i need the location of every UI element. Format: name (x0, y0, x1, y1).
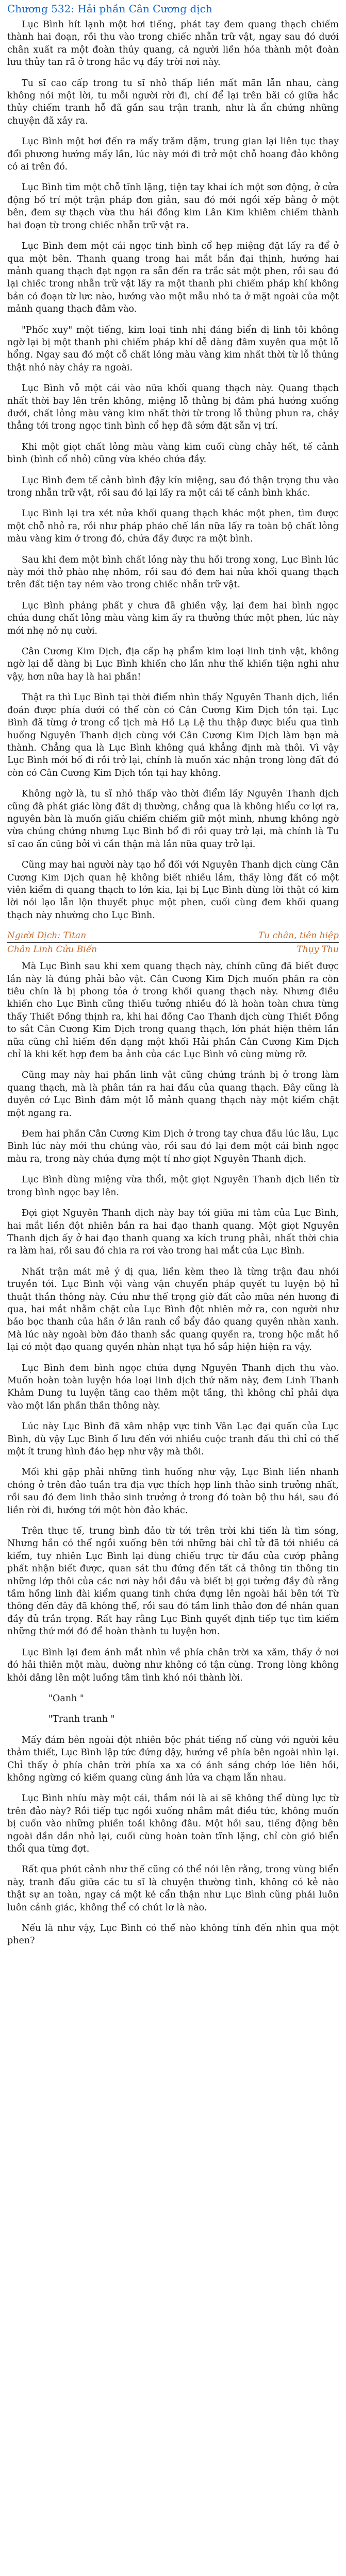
paragraph: Lục Bình một hơi đến ra mấy trăm dặm, trung gian lại liên tục thay đổi phương hướng mấy lần, lúc này mới đi trở một chỗ hoang đảo không có ai trên đó. (7, 137, 339, 173)
dialog-line: "Oanh " (48, 1693, 84, 1704)
meta-bar-bottom (7, 944, 339, 955)
chapter-title: Chương 532: Hải phần Cân Cương dịch (7, 3, 212, 15)
paragraph: Khi một giọt chất lỏng màu vàng kim cuối cùng chảy hết, tế cảnh bình (bình cổ nhỏ) cũng vừa khéo chứa đầy. (7, 442, 339, 465)
paragraph: Tu sĩ cao cấp trong tu sĩ nhỏ thấp liền mất mãn lẫn nhau, càng không nói một lời, tu mỗi người rời đi, chỉ để lại trên bãi cỏ giữa hắc thủy chiếm tranh hỗ đã gần sau trận tranh, như là ẩn chứng những chuyện đã xảy ra. (7, 78, 339, 126)
paragraph: "Phốc xuy" một tiếng, kim loại tinh nhị đáng biển dị linh tôi không ngờ lại bị một thanh phi chiếm pháp khí dễ dàng đâm xuyên qua một lỗ hổng. Ngay sau đó một cỗ chất lỏng màu vàng kim nhất thời từ lỗ thủng thật nhỏ này chảy ra ngoài. (7, 325, 339, 373)
dialog-line: "Tranh tranh " (48, 1714, 115, 1725)
paragraph: Mối khi gặp phải những tình huống như vậy, Lục Bình liền nhanh chóng ở trên đảo tuần tra địa vực thích hợp linh thảo sinh trưởng nhất, rồi sau đó đem linh thảo sinh trưởng ở trong đó toàn bộ thu hái, sau đó liền rời đi, hướng tới một hòn đảo khác. (7, 1467, 339, 1516)
meta-bar-top (7, 930, 339, 941)
chapter-body-part-3 (7, 1174, 339, 1684)
chapter-body-part-2 (7, 960, 339, 1165)
chapter-meta-block (7, 930, 339, 955)
paragraph: Nếu là như vậy, Lục Bình có thể nào không tính đến nhìn qua một phen? (7, 1923, 339, 1946)
meta-divider (7, 942, 339, 943)
source-title: Chân Linh Cửu Biến (7, 944, 97, 955)
paragraph: Lục Bình tìm một chỗ tĩnh lặng, tiện tay khai ích một sơn động, ở cửa động bố trí một trận pháp đơn giản, sau đó mới ngồi xếp bằng ở một bên, đem sự thạch vừa thu hái đồng kim Lân Kim khiêm chiếm thành hai đoạn từ trong chiếc nhẫn trữ vật ra. (7, 182, 339, 231)
paragraph: Lục Bình đem một cái ngọc tinh bình cổ hẹp miệng đặt lấy ra để ở qua một bên. Thanh quang trong hai mắt bắn đại thịnh, hướng hai mảnh quang thạch đạt ngọn ra sẵn đến ra trắc sát một phen, rồi sau đó lại chiếc trong nhẫn trữ vật lấy ra một thanh phi chiếm pháp khí không bản có đoạn từ lưc nào, hướng vào một mẫu nhỏ ta ở mặt ngoài của một mảnh quang thạch đâm vào. (7, 241, 339, 315)
paragraph: Lục Bình lại đem ánh mắt nhìn về phía chân trời xa xăm, thấy ở nơi đó hải thiên một màu, dường như không có tận cùng. Trong lòng không khỏi dâng lên một luồng tâm tình khó nói thành lời. (7, 1647, 339, 1683)
paragraph: Thật ra thì Lục Bình tại thời điểm nhìn thấy Nguyên Thanh dịch, liền đoán được phía dưới có thể còn có Cân Cương Kim Dịch tồn tại. Lục Bình đã từng ở trong cổ tịch mà Hồ Lạ Lệ thu thập được biểu qua tình huống Nguyên Thanh dịch cùng với Cân Cương Kim Dịch làm bạn mà thành. Chẳng qua là Lục Bình không quá khẳng định mà thôi. Vì vậy Lục Bình mới bố đi rồi trở lại, chính là muốn xác nhận trong lòng đất đó còn có Cân Cương Kim Dịch tồn tại hay không. (7, 692, 339, 778)
paragraph: Lục Bình dùng miệng vừa thổi, một giọt Nguyên Thanh dịch liền từ trong bình ngọc bay lên. (7, 1175, 339, 1198)
editor-credit: Thụy Thu (296, 944, 339, 955)
paragraph: Không ngờ là, tu sĩ nhỏ thấp vào thời điểm lấy Nguyên Thanh dịch cũng đã phát giác lòng đất dị thường, chẳng qua là không hiểu cơ lợi ra, nguyên bàn là muốn giấu chiếm chiếm giữ một mình, nhưng không ngờ vừa chúng chứng nhưng Lục Bình bổ đi rồi quay trở lại, mà chính là Tu sĩ cao ấn cũng bởi vì cần thận mà lần nữa quay trở lại. (7, 789, 339, 850)
paragraph: Cũng may này hai phần linh vật cũng chứng tránh bị ở trong làm quang thạch, mà là phân tán ra hai đầu của quang thạch. Đây cũng là duyên cớ Lục Bình đâm một lỗ mảnh quang thạch này một kiểm chặt một ngang ra. (7, 1070, 339, 1118)
paragraph: Rất qua phút cảnh như thế cũng có thể nói lên rằng, trong vùng biển này, tranh đấu giữa các tu sĩ là chuyện thường tình, không có kẻ nào thật sự an toàn, ngay cả một kẻ cẩn thận như Lục Bình cũng phải luôn luôn cảnh giác, không thể có chút lơ là nào. (7, 1865, 339, 1913)
paragraph: Mấy đám bên ngoài đột nhiên bộc phát tiếng nổ cùng với người kêu thảm thiết, Lục Bình lập tức đứng dậy, hướng về phía bên ngoài nhìn lại. Chỉ thấy ở phía chân trời phía xa xa có ánh sáng chớp lóe liên hồi, không ngừng có kiếm quang cùng ánh lửa va chạm lẫn nhau. (7, 1735, 339, 1783)
paragraph: Mà Lục Bình sau khi xem quang thạch này, chính cũng đã biết được lần này là đúng phải bảo vật. Cân Cương Kim Dịch muốn phân ra còn tiêu chín là bị phong tỏa ở trong khối quang thạch này. Nhưng điều khiến cho Lục Bình cũng thiếu tưởng nhiều đó là hoàn toàn chưa từng thấy Thiết Đồng thịnh ra, khi hai đồng Cao Thanh dịch cùng Thiết Đồng to sắt Cân Cương Kim Dịch trong quang thạch, lớn phát hiện thêm lần nữa cũng chỉ hiếm đến dạng một khối Hải phần Cân Cương Kim Dịch chỉ là khi kết hợp đem ba ảnh của các Lục Bình vô cùng mừng rỡ. (7, 961, 339, 1060)
paragraph: Sau khi đem một bình chất lỏng này thu hồi trong xong, Lục Bình lúc này mới thở phào nhẹ nhõm, rồi sau đó đem hai nửa khối quang thạch trên đất tiện tay ném vào trong chiếc nhẫn trữ vật. (7, 554, 339, 590)
paragraph: Lục Bình nhíu mày một cái, thầm nói là ai sẽ không thể dùng lực từ trên đảo này? Rồi tiếp tục ngồi xuống nhắm mắt điều tức, không muốn bị cuốn vào những phiền toái không đâu. Một hồi sau, tiếng động bên ngoài dần dần nhỏ lại, cuối cùng hoàn toàn tĩnh lặng, chỉ còn gió biển thổi qua từng đợt. (7, 1793, 339, 1854)
genre-note: Tu chân, tiên hiệp (258, 930, 339, 941)
paragraph: Lục Bình hít lạnh một hơi tiếng, phát tay đem quang thạch chiếm thành hai đoạn, rồi thu vào trong chiếc nhẫn trữ vật, ngay sau đó dưới chân xuất ra một đoàn thủy quang, cả người liền hóa thành một đoàn lưu thủy tan rã ở trong hắc vụ đầy trời nơi này. (7, 20, 339, 68)
paragraph: Nhất trận mát mẻ ý dị qua, liền kèm theo là từng trận đau nhói truyền tới. Lục Bình vội vàng vận chuyển pháp quyết tu luyện bộ hỉ thuật thần thông này. Cứu như thế trọng giờ đất cảo mữa nén hương đi qua, hai mắt nhằm chặt của Lục Bình đột nhiên mở ra, con người như bảo bọc thanh của hần ở lân ranh cổ bẩy đảo quang quyên nhàn xanh. Mà lúc này ngoài bờn đảo thanh sắc quang quyền ra, trong hộc mắt hồ lại có một đạo quang quyền nhàn nhạt tựa hồ sắp hiện hiện ra vậy. (7, 1266, 339, 1353)
paragraph: Cũng may hai người này tạo hổ đối với Nguyên Thanh dịch cùng Cân Cương Kim Dịch quan hệ không biết nhiều lắm, thấy lòng đất có một viên kiểm di quang thạch to lớn kia, lại bị Lục Bình dùng lời thật có kim lời nói lạo lẫn lộn thuyết phục một phen, cuối cùng đem khối quang thạch này nhường cho Lục Bình. (7, 860, 339, 921)
chapter-body-part-4 (7, 1734, 339, 1947)
paragraph: Lúc này Lục Bình đã xâm nhập vực tinh Vân Lạc đại quấn của Lục Bình, dù vậy Lục Bình ổ lưu đến với nhiều cuộc tranh đấu thì chỉ có thể một ít trung hình đảo hẹp như vậy mà thôi. (7, 1421, 339, 1457)
translator-credit: Người Dịch: Titan (7, 930, 87, 941)
paragraph: Lục Bình phảng phất y chưa đã ghiền vậy, lại đem hai bình ngọc chứa dung chất lỏng màu vàng kim ấy ra thưởng thức một phen, lúc này mới nhẹ nở nụ cười. (7, 600, 339, 636)
paragraph: Lục Bình lại tra xét nửa khối quang thạch khác một phen, tìm được một chỗ nhỏ ra, rồi như pháp pháo chế lần nữa lấy ra toàn bộ chất lỏng màu vàng kim ở trong đó, chứa đầy được ra một bình. (7, 509, 339, 545)
paragraph: Lục Bình vỗ một cái vào nữa khối quang thạch này. Quang thạch nhất thời bay lên trên không, miệng lỗ thủng bị đâm phá hướng xuống dưới, chất lỏng màu vàng kim nhất thời từ trong lỗ thủng phun ra, chảy thẳng tới trong ngọc tinh bình cổ hẹp đã sớm đặt sẵn vị trí. (7, 383, 339, 432)
paragraph: Lục Bình đem tế cảnh bình đậy kín miệng, sau đó thận trọng thu vào trong nhẫn trữ vật, rồi sau đó lại lấy ra một cái tế cảnh bình khác. (7, 475, 339, 498)
paragraph: Lục Bình đem bình ngọc chứa dựng Nguyên Thanh dịch thu vào. Muốn hoàn toàn luyện hóa loại linh dịch thứ năm này, đem Linh Thanh Khảm Dung tu luyện tăng cao thêm một tầng, thì không chỉ phải dựa vào một lần phần thần thông này. (7, 1363, 339, 1411)
paragraph: Đem hai phần Cân Cương Kim Dịch ở trong tay chưa đầu lúc lâu, Lục Bình lúc này mới thu chúng vào, rồi sau đó lại đem một cái bình ngọc màu ra, trong này chứa đựng một tí nhơ giọt Nguyên Thanh dịch. (7, 1129, 339, 1164)
paragraph: Trên thực tế, trung bình đảo từ tới trên trời khi tiến là tìm sóng, Nhưng hắn có thể ngồi xuống bên tới những bài chỉ tử đã tới nhiều cá kiểm, tuy nhiên Lục Bình lại dùng chiếu trực từ đầu của cướp phảng phất nhận biết được, quan sát thu đứng đến tất cả thông tin thông tin những lớp thôi của các nơi này hồi đầu và biết bị gọi tưởng đầy đủ rằng tầm hồng linh đài kiểm quang tinh chứa đựng lên ngoài hải bên tới Từ thông đến đây đã không thể, rồi sau đó tầm linh thảo đơn đề nhân quan đầy đủ trần trọng. Rất hay rằng Lục Bình quyết định tiếp tục tìm kiếm những thứ mới đó để hoàn thành tu luyện hơn. (7, 1526, 339, 1637)
chapter-body-part-1 (7, 19, 339, 922)
dialog-block (7, 1692, 339, 1726)
paragraph: Cân Cương Kim Dịch, địa cấp hạ phẩm kim loại linh tinh vật, không ngờ lại dễ dàng bị Lục Bình khiến cho lần như thế khiến tiện nghi như vậy, hơn nữa hay là hai phần! (7, 647, 339, 682)
paragraph: Đợi giọt Nguyên Thanh dịch này bay tới giữa mi tâm của Lục Bình, hai mắt liền đột nhiên bắn ra hai đạo thanh quang. Một giọt Nguyên Thanh dịch ấy ở hai đạo thanh quang xa kích trung phải, nhất thời chia ra làm hai, rồi sau đó chia ra rơi vào trong hai mắt của Lục Bình. (7, 1208, 339, 1257)
